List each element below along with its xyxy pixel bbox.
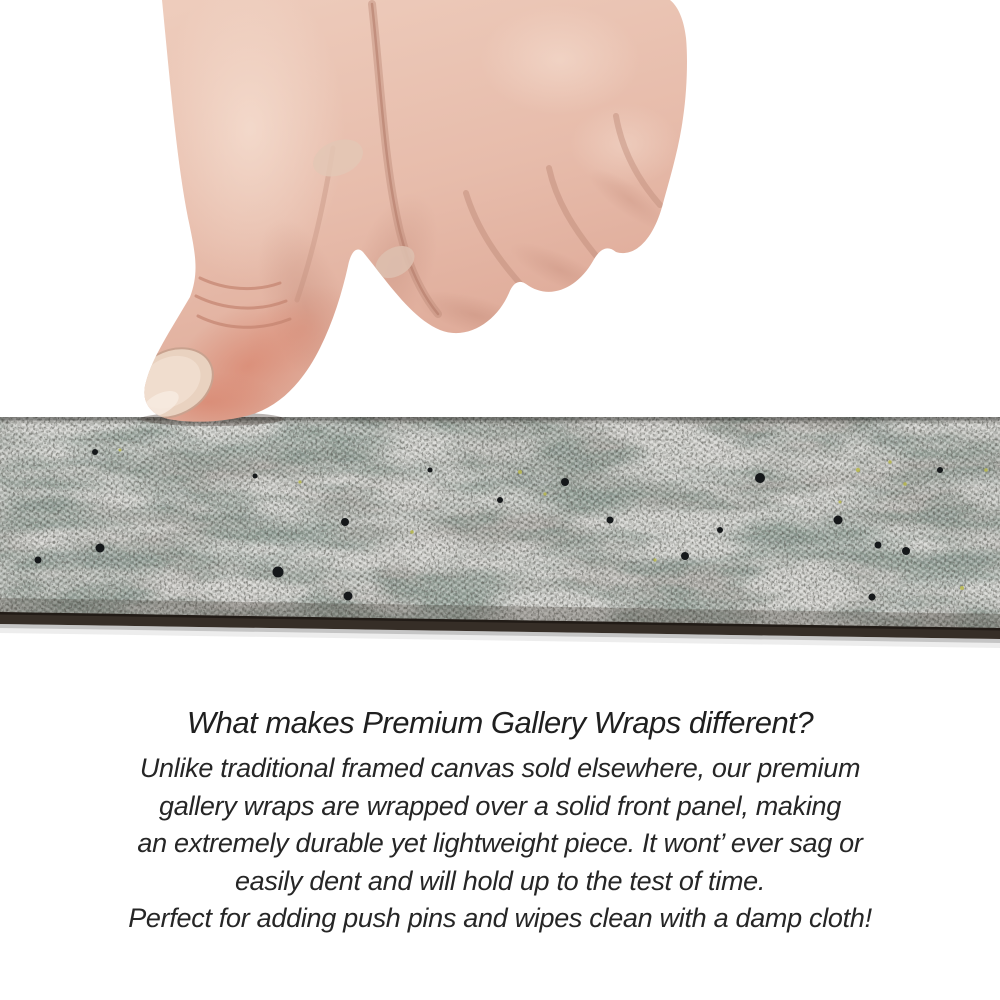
- body-line: Unlike traditional framed canvas sold elsewhere, our premium: [139, 753, 861, 783]
- body-line: gallery wraps are wrapped over a solid front panel, making: [159, 790, 841, 821]
- copy-block: [0, 701, 1000, 938]
- body-line: Perfect for adding push pins and wipes clean with a damp cloth!: [128, 903, 872, 933]
- headline: What makes Premium Gallery Wraps different?: [186, 705, 814, 740]
- hand-photo: [0, 0, 1000, 430]
- body-line: an extremely durable yet lightweight piece. It wont’ ever sag or: [137, 828, 863, 858]
- body-line: easily dent and will hold up to the test of time.: [234, 865, 766, 896]
- canvas-strip-photo: [0, 410, 1000, 660]
